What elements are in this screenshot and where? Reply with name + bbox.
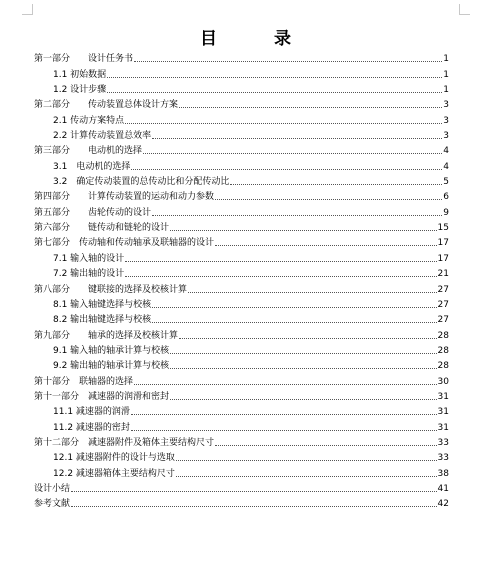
toc-dot-leader bbox=[215, 199, 442, 200]
toc-page-number: 4 bbox=[443, 161, 449, 172]
toc-section-entry[interactable] bbox=[34, 326, 449, 341]
toc-page-number: 3 bbox=[443, 115, 449, 126]
toc-entry-label: 9.1 输入轴的轴承计算与校核 bbox=[53, 345, 170, 356]
toc-entry-label: 第十二部分 减速器附件及箱体主要结构尺寸 bbox=[34, 437, 215, 448]
toc-page-number: 28 bbox=[437, 361, 449, 372]
toc-page-number: 33 bbox=[437, 453, 449, 464]
toc-page-number: 4 bbox=[443, 146, 449, 157]
toc-entry-label: 1.1 初始数据 bbox=[53, 69, 107, 80]
toc-entry-label: 3.1 电动机的选择 bbox=[53, 161, 131, 172]
toc-subsection-entry[interactable] bbox=[34, 249, 449, 264]
toc-page-number: 3 bbox=[443, 131, 449, 142]
toc-subsection-entry[interactable] bbox=[34, 157, 449, 172]
toc-dot-leader bbox=[170, 230, 437, 231]
toc-dot-leader bbox=[134, 61, 442, 62]
toc-page-number: 1 bbox=[443, 69, 449, 80]
toc-page-number: 17 bbox=[437, 253, 449, 264]
toc-page-number: 38 bbox=[437, 468, 449, 479]
toc-page-number: 27 bbox=[437, 315, 449, 326]
toc-subsection-entry[interactable] bbox=[34, 357, 449, 372]
toc-dot-leader bbox=[152, 215, 442, 216]
toc-dot-leader bbox=[170, 399, 437, 400]
toc-section-entry[interactable] bbox=[34, 372, 449, 387]
toc-page-number: 31 bbox=[437, 407, 449, 418]
toc-dot-leader bbox=[134, 384, 437, 385]
toc-entry-label: 第二部分 传动装置总体设计方案 bbox=[34, 100, 179, 111]
toc-page-number: 5 bbox=[443, 177, 449, 188]
toc-dot-leader bbox=[170, 368, 436, 369]
toc-page-number: 9 bbox=[443, 207, 449, 218]
toc-page-number: 27 bbox=[437, 284, 449, 295]
toc-section-entry[interactable] bbox=[34, 280, 449, 295]
toc-entry-label: 参考文献 bbox=[34, 499, 71, 510]
toc-entry-label: 第五部分 齿轮传动的设计 bbox=[34, 207, 152, 218]
toc-entry-label: 12.1 减速器附件的设计与选取 bbox=[53, 453, 175, 464]
toc-dot-leader bbox=[131, 169, 442, 170]
toc-entry-label: 第十一部分 减速器的润滑和密封 bbox=[34, 391, 170, 402]
toc-entry-label: 第一部分 设计任务书 bbox=[34, 54, 134, 65]
toc-subsection-entry[interactable] bbox=[34, 296, 449, 311]
toc-page-number: 41 bbox=[437, 483, 449, 494]
toc-entry-label: 第八部分 键联接的选择及校核计算 bbox=[34, 284, 188, 295]
toc-dot-leader bbox=[215, 245, 437, 246]
toc-dot-leader bbox=[125, 123, 442, 124]
toc-section-entry[interactable] bbox=[34, 234, 449, 249]
toc-section-entry[interactable] bbox=[34, 388, 449, 403]
toc-dot-leader bbox=[188, 292, 437, 293]
toc-subsection-entry[interactable] bbox=[34, 418, 449, 433]
toc-page-number: 17 bbox=[437, 238, 449, 249]
toc-section-entry[interactable] bbox=[34, 188, 449, 203]
toc-section-entry[interactable] bbox=[34, 50, 449, 65]
toc-section-entry[interactable] bbox=[34, 203, 449, 218]
toc-entry-label: 7.2 输出轴的设计 bbox=[53, 269, 125, 280]
toc-entry-label: 8.1 输入轴键选择与校核 bbox=[53, 299, 152, 310]
toc-page-number: 30 bbox=[437, 376, 449, 387]
toc-section-entry[interactable] bbox=[34, 495, 449, 510]
toc-subsection-entry[interactable] bbox=[34, 464, 449, 479]
toc-dot-leader bbox=[176, 476, 437, 477]
toc-entry-label: 第六部分 链传动和链轮的设计 bbox=[34, 223, 170, 234]
toc-entry-label: 第三部分 电动机的选择 bbox=[34, 146, 143, 157]
toc-subsection-entry[interactable] bbox=[34, 342, 449, 357]
toc-section-entry[interactable] bbox=[34, 434, 449, 449]
toc-entry-label: 11.2 减速器的密封 bbox=[53, 422, 130, 433]
toc-section-entry[interactable] bbox=[34, 96, 449, 111]
toc-dot-leader bbox=[107, 77, 442, 78]
toc-dot-leader bbox=[152, 138, 442, 139]
toc-page-number: 31 bbox=[437, 422, 449, 433]
toc-page-number: 1 bbox=[443, 54, 449, 65]
toc-dot-leader bbox=[215, 445, 437, 446]
toc-entry-label: 9.2 输出轴的轴承计算与校核 bbox=[53, 361, 170, 372]
toc-subsection-entry[interactable] bbox=[34, 111, 449, 126]
table-of-contents bbox=[34, 50, 449, 510]
toc-entry-label: 第四部分 计算传动装置的运动和动力参数 bbox=[34, 192, 215, 203]
toc-page-number: 27 bbox=[437, 299, 449, 310]
toc-page-number: 3 bbox=[443, 100, 449, 111]
toc-page-number: 21 bbox=[437, 269, 449, 280]
toc-subsection-entry[interactable] bbox=[34, 265, 449, 280]
toc-subsection-entry[interactable] bbox=[34, 173, 449, 188]
toc-dot-leader bbox=[107, 92, 442, 93]
toc-dot-leader bbox=[143, 153, 442, 154]
toc-dot-leader bbox=[179, 107, 442, 108]
toc-subsection-entry[interactable] bbox=[34, 81, 449, 96]
toc-page-number: 33 bbox=[437, 437, 449, 448]
toc-section-entry[interactable] bbox=[34, 480, 449, 495]
toc-subsection-entry[interactable] bbox=[34, 449, 449, 464]
toc-dot-leader bbox=[125, 276, 436, 277]
toc-section-entry[interactable] bbox=[34, 142, 449, 157]
toc-dot-leader bbox=[131, 414, 437, 415]
toc-subsection-entry[interactable] bbox=[34, 403, 449, 418]
toc-dot-leader bbox=[152, 307, 436, 308]
toc-dot-leader bbox=[176, 460, 437, 461]
page-corner-mark-top-left bbox=[22, 4, 33, 15]
toc-page-number: 31 bbox=[437, 391, 449, 402]
toc-page-number: 28 bbox=[437, 330, 449, 341]
toc-entry-label: 设计小结 bbox=[34, 483, 71, 494]
toc-dot-leader bbox=[71, 506, 437, 507]
toc-entry-label: 第十部分 联轴器的选择 bbox=[34, 376, 134, 387]
toc-subsection-entry[interactable] bbox=[34, 127, 449, 142]
toc-section-entry[interactable] bbox=[34, 219, 449, 234]
toc-subsection-entry[interactable] bbox=[34, 65, 449, 80]
toc-dot-leader bbox=[230, 184, 442, 185]
toc-title: 目 录 bbox=[200, 29, 311, 49]
toc-entry-label: 12.2 减速器箱体主要结构尺寸 bbox=[53, 468, 175, 479]
toc-entry-label: 1.2 设计步骤 bbox=[53, 85, 107, 96]
toc-entry-label: 2.1 传动方案特点 bbox=[53, 115, 125, 126]
toc-dot-leader bbox=[179, 338, 437, 339]
toc-entry-label: 第九部分 轴承的选择及校核计算 bbox=[34, 330, 179, 341]
toc-entry-label: 11.1 减速器的润滑 bbox=[53, 407, 130, 418]
page-corner-mark-top-right bbox=[459, 4, 470, 15]
toc-page-number: 6 bbox=[443, 192, 449, 203]
toc-page-number: 1 bbox=[443, 85, 449, 96]
toc-entry-label: 3.2 确定传动装置的总传动比和分配传动比 bbox=[53, 177, 230, 188]
toc-dot-leader bbox=[125, 261, 436, 262]
toc-entry-label: 第七部分 传动轴和传动轴承及联轴器的设计 bbox=[34, 238, 215, 249]
toc-entry-label: 7.1 输入轴的设计 bbox=[53, 253, 125, 264]
toc-dot-leader bbox=[131, 430, 437, 431]
toc-page-number: 28 bbox=[437, 345, 449, 356]
toc-page-number: 15 bbox=[437, 223, 449, 234]
toc-page-number: 42 bbox=[437, 499, 449, 510]
toc-dot-leader bbox=[152, 322, 436, 323]
toc-entry-label: 2.2 计算传动装置总效率 bbox=[53, 131, 152, 142]
toc-entry-label: 8.2 输出轴键选择与校核 bbox=[53, 315, 152, 326]
toc-subsection-entry[interactable] bbox=[34, 311, 449, 326]
toc-dot-leader bbox=[71, 491, 437, 492]
toc-dot-leader bbox=[170, 353, 436, 354]
